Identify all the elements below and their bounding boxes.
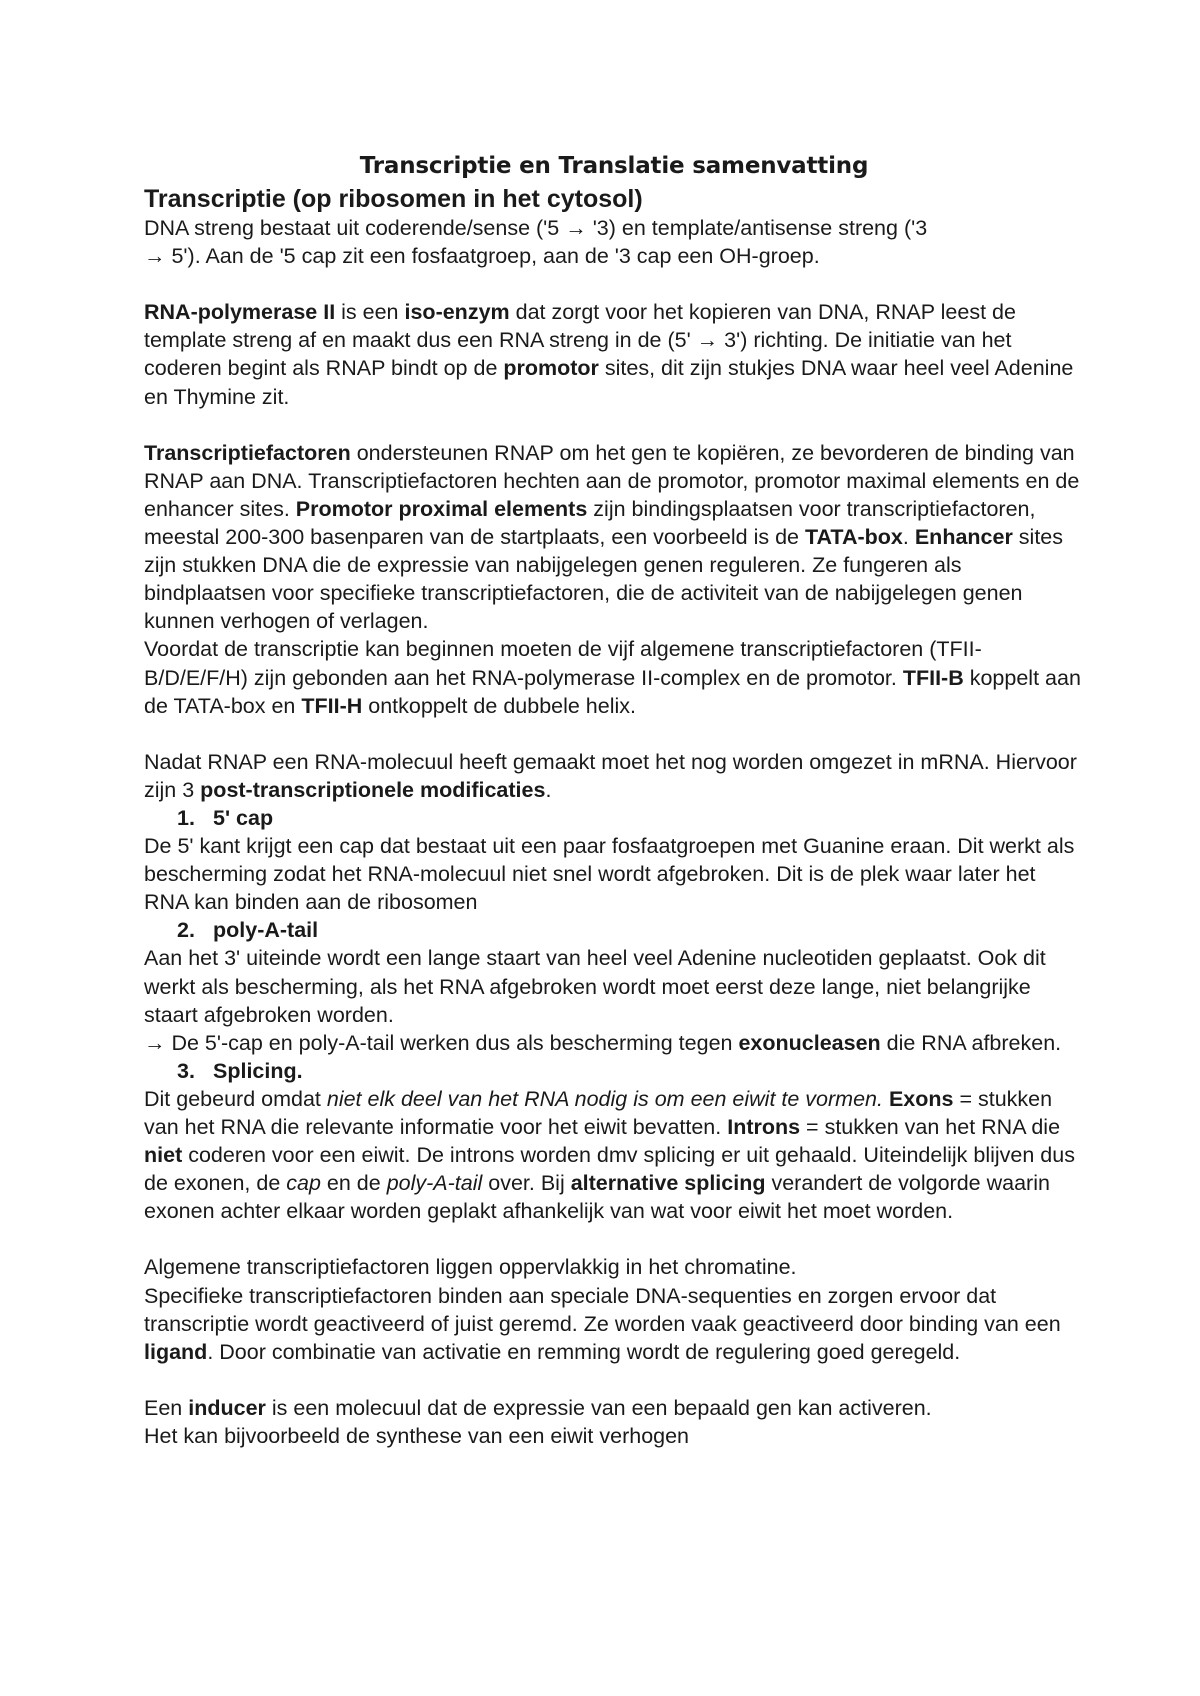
arrow-icon: → (144, 244, 166, 269)
spacer (144, 1366, 1084, 1394)
spacer (144, 411, 1084, 439)
paragraph-inducer: Een inducer is een molecuul dat de expressie van een bepaald gen kan activeren. (144, 1395, 932, 1420)
paragraph-specifieke-factoren: Specifieke transcriptiefactoren binden aan speciale DNA-sequenties en zorgen ervoor dat transcriptie wordt geactiveerd of juist geremd. Ze worden vaak geactiveerd door binding van een ligand. Door combinatie van activatie en remming wordt de regulering goed geregeld. (144, 1283, 1061, 1364)
paragraph-rna-polymerase: RNA-polymerase II is een iso-enzym dat zorgt voor het kopieren van DNA, RNAP leest de template streng af en maakt dus een RNA streng in de (5' → 3') richting. De initiatie van het coderen begint als RNAP bindt op de promotor sites, dit zijn stukjes DNA waar heel veel Adenine en Thymine zit. (144, 300, 1074, 409)
document-title: Transcriptie en Translatie samenvatting (359, 153, 869, 179)
arrow-icon: → (565, 216, 587, 240)
section-heading: Transcriptie (op ribosomen in het cytosol) (144, 185, 643, 213)
paragraph-dna-strands: DNA streng bestaat uit coderende/sense ('5 → '3) en template/antisense streng ('3 → 5'). Aan de '5 cap zit een fosfaatgroep, aan de '3 cap een OH-groep. (144, 216, 928, 269)
document-body (144, 148, 1084, 1450)
paragraph-poly-a-tail: Aan het 3' uiteinde wordt een lange staart van heel veel Adenine nucleotiden geplaatst. Ook dit werkt als bescherming, als het RNA afgebroken wordt moet eerst deze lange, niet belangrijke staart afgebroken worden. (144, 946, 1046, 1027)
paragraph-exonucleasen: → De 5'-cap en poly-A-tail werken dus als bescherming tegen exonucleasen die RNA afbreken. (144, 1030, 1062, 1055)
paragraph-synthese: Het kan bijvoorbeeld de synthese van een eiwit verhogen (144, 1424, 690, 1449)
paragraph-transcriptiefactoren: Transcriptiefactoren ondersteunen RNAP om het gen te kopiëren, ze bevorderen de binding van RNAP aan DNA. Transcriptiefactoren hechten aan de promotor, promotor maximal elements en de enhancer sites. Promotor proximal elements zijn bindingsplaatsen voor transcriptiefactoren, meestal 200-300 basenparen van de startplaats, een voorbeeld is de TATA-box. Enhancer sites zijn stukken DNA die de expressie van nabijgelegen genen reguleren. Ze fungeren als bindplaatsen voor specifieke transcriptiefactoren, die de activiteit van de nabijgelegen genen kunnen verhogen of verlagen. (144, 440, 1080, 634)
list-item-poly-a-tail: 2. poly-A-tail (177, 918, 319, 943)
paragraph-splicing: Dit gebeurd omdat niet elk deel van het RNA nodig is om een eiwit te vormen. Exons = stukken van het RNA die relevante informatie voor het eiwit bevatten. Introns = stukken van het RNA die niet coderen voor een eiwit. De introns worden dmv splicing er uit gehaald. Uiteindelijk blijven dus de exonen, de cap en de poly-A-tail over. Bij alternative splicing verandert de volgorde waarin exonen achter elkaar worden geplakt afhankelijk van wat voor eiwit het moet worden. (144, 1086, 1075, 1224)
arrow-icon: → (696, 328, 719, 353)
paragraph-algemene-factoren: Voordat de transcriptie kan beginnen moeten de vijf algemene transcriptiefactoren (TFII-B/D/E/F/H) zijn gebonden aan het RNA-polymerase II-complex en de promotor. TFII-B koppelt aan de TATA-box en TFII-H ontkoppelt de dubbele helix. (144, 637, 1081, 718)
arrow-icon: → (144, 1030, 166, 1055)
spacer (144, 270, 1084, 298)
paragraph-chromatine: Algemene transcriptiefactoren liggen oppervlakkig in het chromatine. (144, 1255, 797, 1280)
spacer (144, 720, 1084, 748)
list-item-cap: 1. 5' cap (177, 805, 274, 830)
paragraph-modificaties: Nadat RNAP een RNA-molecuul heeft gemaakt moet het nog worden omgezet in mRNA. Hiervoor zijn 3 post-transcriptionele modificaties. (144, 749, 1077, 802)
paragraph-cap: De 5' kant krijgt een cap dat bestaat uit een paar fosfaatgroepen met Guanine eraan. Dit werkt als bescherming zodat het RNA-molecuul niet snel wordt afgebroken. Dit is de plek waar later het RNA kan binden aan de ribosomen (144, 834, 1075, 915)
spacer (144, 1225, 1084, 1253)
list-item-splicing: 3. Splicing. (177, 1058, 303, 1083)
